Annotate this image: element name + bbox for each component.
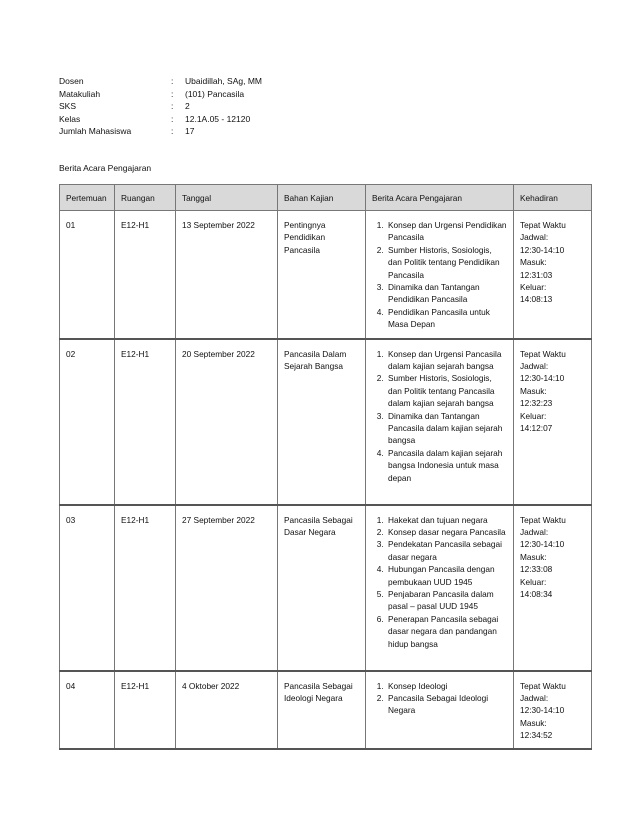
table-row (60, 211, 592, 339)
cell-kehadiran (514, 671, 592, 749)
cell-berita-acara (366, 671, 514, 749)
kehadiran-line: Keluar: (520, 282, 547, 293)
list-item: 4. Pancasila dalam kajian sejarah bangsa Indonesia untuk masa depan (386, 447, 507, 484)
table-row (60, 339, 592, 505)
kehadiran-line: 12:32:23 (520, 398, 553, 409)
kehadiran-line: Tepat Waktu (520, 680, 566, 691)
list-item: 4. Hubungan Pancasila dengan pembukaan UUD 1945 (386, 563, 507, 588)
cell-pertemuan: 01 (60, 211, 115, 339)
list-item: 6. Penerapan Pancasila sebagai dasar negara dan pandangan hidup bangsa (386, 613, 507, 650)
cell-tanggal: 27 September 2022 (176, 505, 278, 671)
kehadiran-line: Jadwal: (520, 692, 549, 703)
table-header-row (60, 185, 592, 211)
list-item: 1. Hakekat dan tujuan negara (386, 514, 507, 526)
list-item: 5. Penjabaran Pancasila dalam pasal – pasal UUD 1945 (386, 588, 507, 613)
kehadiran-line: Masuk: (520, 717, 547, 728)
info-row (59, 125, 262, 138)
info-colon: : (171, 126, 174, 137)
cell-ruangan: E12-H1 (115, 671, 176, 749)
table-row (60, 505, 592, 671)
kehadiran-line: Jadwal: (520, 232, 549, 243)
kehadiran-line: Jadwal: (520, 360, 549, 371)
header-bahan-kajian: Bahan Kajian (278, 185, 366, 211)
header-tanggal: Tanggal (176, 185, 278, 211)
cell-pertemuan: 03 (60, 505, 115, 671)
cell-berita-acara (366, 339, 514, 505)
kehadiran-line: 14:12:07 (520, 422, 553, 433)
teaching-log-table (59, 184, 592, 750)
kehadiran-line: Masuk: (520, 385, 547, 396)
cell-bahan-kajian: Pancasila Dalam Sejarah Bangsa (278, 339, 366, 505)
info-row (59, 75, 262, 88)
kehadiran-line: 12:30-14:10 (520, 539, 565, 550)
info-value: (101) Pancasila (185, 88, 245, 99)
section-title: Berita Acara Pengajaran (59, 163, 152, 173)
info-row (59, 88, 262, 101)
kehadiran-line: 12:33:08 (520, 564, 553, 575)
list-item: 4. Pendidikan Pancasila untuk Masa Depan (386, 306, 507, 331)
info-row (59, 113, 262, 126)
cell-bahan-kajian: Pancasila Sebagai Ideologi Negara (278, 671, 366, 749)
kehadiran-line: 12:31:03 (520, 269, 553, 280)
list-item: 2. Pancasila Sebagai Ideologi Negara (386, 692, 507, 717)
cell-kehadiran (514, 339, 592, 505)
kehadiran-line: Tepat Waktu (520, 514, 566, 525)
cell-berita-acara (366, 505, 514, 671)
cell-tanggal: 13 September 2022 (176, 211, 278, 339)
kehadiran-line: Keluar: (520, 410, 547, 421)
list-item: 3. Dinamika dan Tantangan Pancasila dalam kajian sejarah bangsa (386, 410, 507, 447)
table-row (60, 671, 592, 749)
kehadiran-line: 14:08:34 (520, 588, 553, 599)
header-pertemuan: Pertemuan (60, 185, 115, 211)
cell-kehadiran (514, 505, 592, 671)
list-item: 2. Sumber Historis, Sosiologis, dan Politik tentang Pancasila dalam kajian sejarah bangsa (386, 372, 507, 409)
course-info (59, 75, 262, 138)
info-label: Matakuliah (59, 88, 101, 99)
list-item: 1. Konsep Ideologi (386, 680, 507, 692)
kehadiran-line: Tepat Waktu (520, 348, 566, 359)
info-value: 2 (185, 101, 190, 112)
cell-ruangan: E12-H1 (115, 339, 176, 505)
info-value: 17 (185, 126, 195, 137)
berita-list (372, 219, 507, 331)
list-item: 1. Konsep dan Urgensi Pancasila dalam kajian sejarah bangsa (386, 348, 507, 373)
kehadiran-line: Masuk: (520, 551, 547, 562)
info-colon: : (171, 76, 174, 86)
info-row (59, 100, 262, 113)
kehadiran-line: 14:08:13 (520, 294, 553, 305)
cell-tanggal: 4 Oktober 2022 (176, 671, 278, 749)
info-colon: : (171, 101, 174, 112)
berita-list (372, 514, 507, 650)
list-item: 3. Pendekatan Pancasila sebagai dasar negara (386, 538, 507, 563)
kehadiran-line: Masuk: (520, 257, 547, 268)
list-item: 2. Konsep dasar negara Pancasila (386, 526, 507, 538)
cell-berita-acara (366, 211, 514, 339)
cell-ruangan: E12-H1 (115, 505, 176, 671)
list-item: 1. Konsep dan Urgensi Pendidikan Pancasila (386, 219, 507, 244)
info-label: Jumlah Mahasiswa (59, 126, 132, 137)
cell-tanggal: 20 September 2022 (176, 339, 278, 505)
cell-ruangan: E12-H1 (115, 211, 176, 339)
cell-bahan-kajian: Pentingnya Pendidikan Pancasila (278, 211, 366, 339)
cell-pertemuan: 02 (60, 339, 115, 505)
cell-bahan-kajian: Pancasila Sebagai Dasar Negara (278, 505, 366, 671)
kehadiran-line: Jadwal: (520, 526, 549, 537)
kehadiran-line: 12:30-14:10 (520, 705, 565, 716)
info-value: 12.1A.05 - 12120 (185, 113, 251, 124)
kehadiran-line: 12:30-14:10 (520, 244, 565, 255)
info-label: Dosen (59, 76, 84, 86)
info-colon: : (171, 113, 174, 124)
info-colon: : (171, 88, 174, 99)
kehadiran-line: Tepat Waktu (520, 220, 566, 230)
header-kehadiran: Kehadiran (514, 185, 592, 211)
cell-pertemuan: 04 (60, 671, 115, 749)
kehadiran-line: 12:34:52 (520, 730, 553, 741)
kehadiran-line: 12:30-14:10 (520, 373, 565, 384)
berita-list (372, 348, 507, 484)
info-value: Ubaidillah, SAg, MM (185, 76, 263, 86)
cell-kehadiran (514, 211, 592, 339)
header-berita-acara: Berita Acara Pengajaran (366, 185, 514, 211)
kehadiran-line: Keluar: (520, 576, 547, 587)
list-item: 3. Dinamika dan Tantangan Pendidikan Pancasila (386, 281, 507, 306)
list-item: 2. Sumber Historis, Sosiologis, dan Politik tentang Pendidikan Pancasila (386, 244, 507, 281)
info-label: SKS (59, 101, 77, 112)
info-label: Kelas (59, 113, 81, 124)
berita-list (372, 680, 507, 717)
header-ruangan: Ruangan (115, 185, 176, 211)
